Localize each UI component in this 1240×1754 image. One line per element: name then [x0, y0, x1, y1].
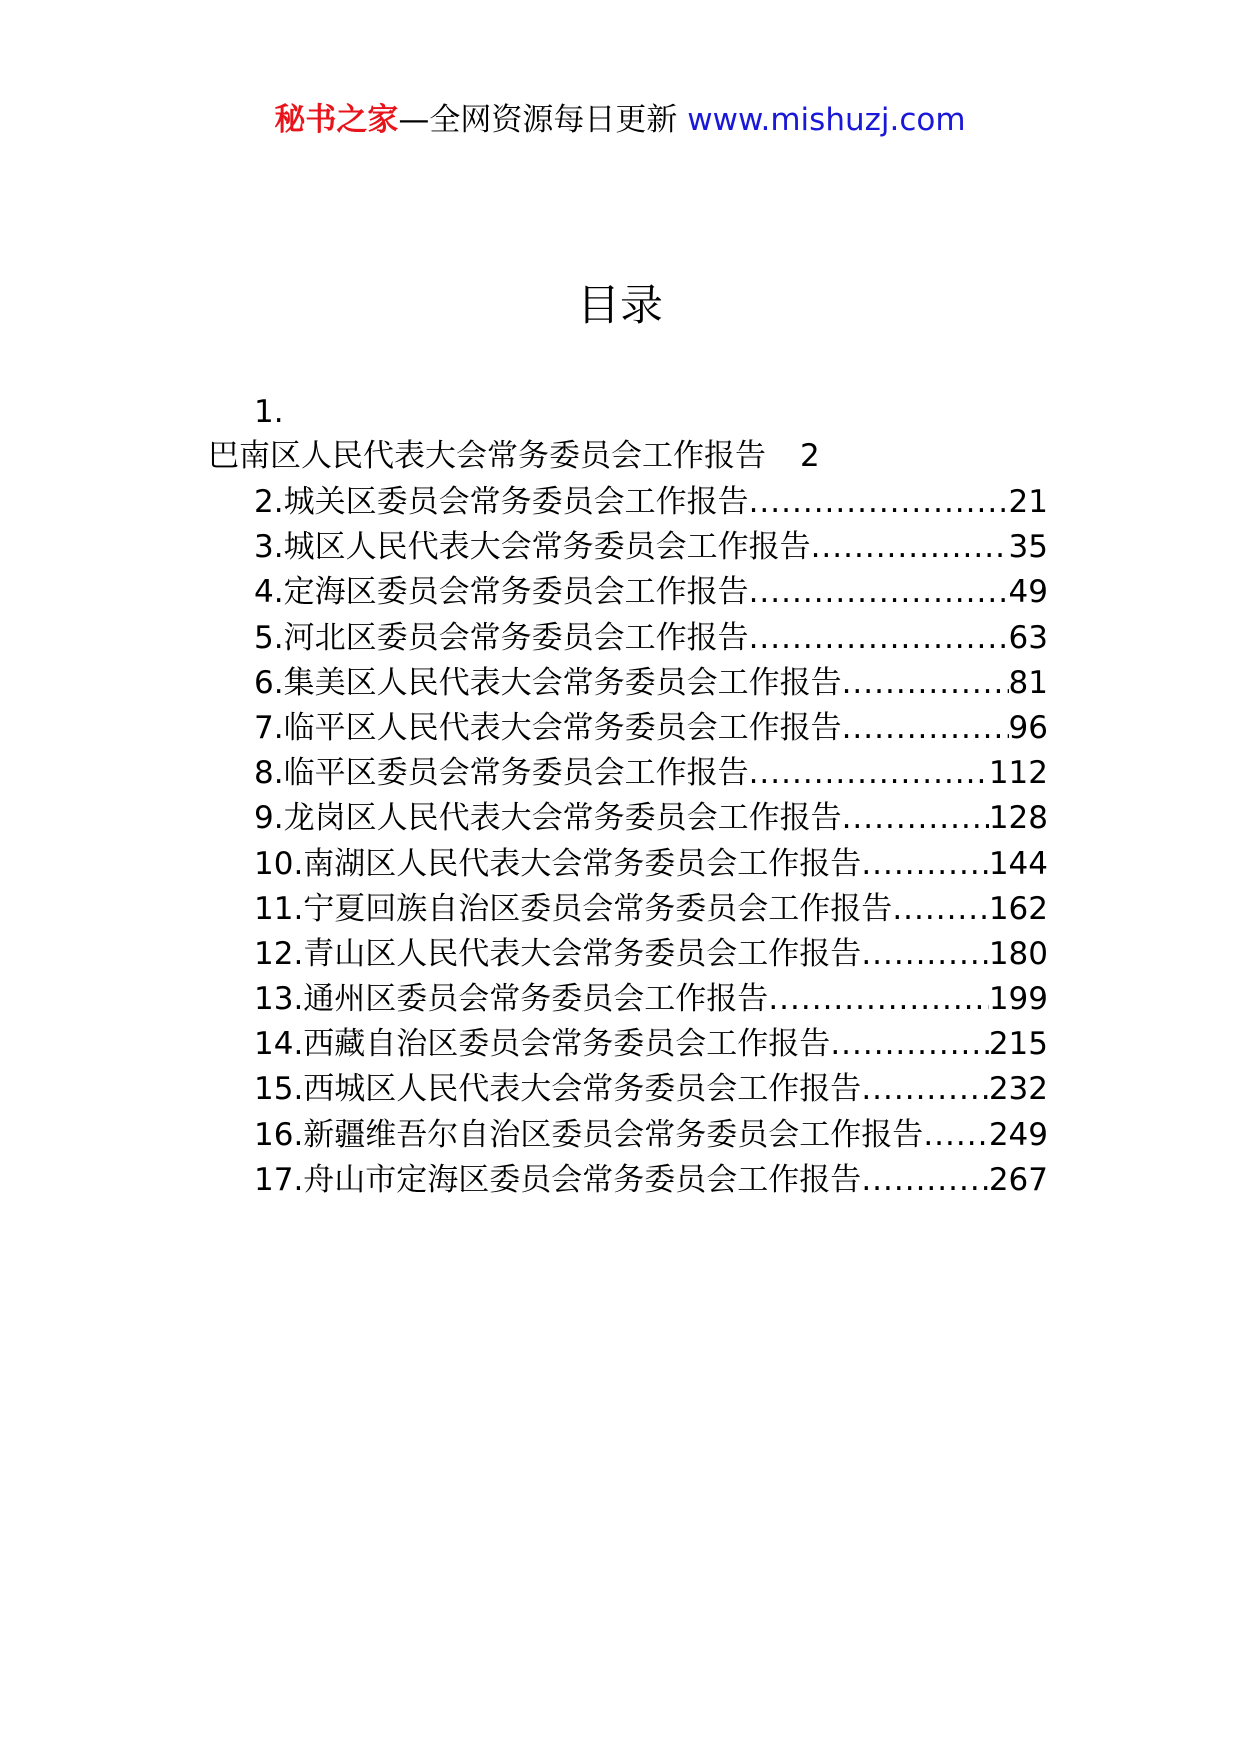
toc-entry[interactable] [254, 572, 1048, 617]
toc-entry[interactable] [254, 844, 1048, 889]
toc-entry[interactable] [254, 1160, 1048, 1205]
toc-entry-page: 63 [1008, 619, 1048, 656]
toc-entry-title: 7.临平区人民代表大会常务委员会工作报告 [254, 709, 842, 746]
toc-entry-title: 9.龙岗区人民代表大会常务委员会工作报告 [254, 800, 842, 837]
toc-entry-page: 215 [988, 1026, 1048, 1063]
toc-entry-title: 5.河北区委员会常务委员会工作报告 [254, 619, 749, 656]
toc-entry-page: 21 [1008, 484, 1048, 520]
toc-leader-dots [923, 1115, 989, 1155]
toc-entry-page: 128 [988, 800, 1048, 837]
toc-entry-page: 81 [1008, 664, 1048, 701]
toc-entry-title: 8.临平区委员会常务委员会工作报告 [254, 755, 749, 792]
toc-entry-title: 4.定海区委员会常务委员会工作报告 [254, 574, 749, 611]
toc-entry-page: 180 [988, 935, 1048, 972]
toc-leader-dots [749, 482, 1009, 522]
toc-leader-dots [892, 889, 989, 929]
toc-leader-dots [749, 572, 1009, 612]
toc-entry-list [254, 482, 1048, 1205]
toc-entry[interactable] [254, 482, 1048, 527]
toc-entry-page: 199 [988, 981, 1048, 1018]
toc-leader-dots [830, 1024, 989, 1064]
toc-leader-dots [768, 979, 989, 1019]
toc-entry[interactable] [254, 889, 1048, 934]
toc-leader-dots [861, 1069, 989, 1109]
toc-entry[interactable] [254, 708, 1048, 753]
toc-entry-title: 16.新疆维吾尔自治区委员会常务委员会工作报告 [254, 1116, 924, 1153]
toc-entry-page: 144 [988, 845, 1048, 882]
toc-entry-1[interactable] [208, 436, 820, 476]
toc-entry-title: 6.集美区人民代表大会常务委员会工作报告 [254, 664, 842, 701]
toc-entry-page: 249 [988, 1116, 1048, 1153]
site-url-link[interactable]: www.mishuzj.com [687, 102, 966, 138]
toc-leader-dots [811, 527, 1009, 567]
toc-entry[interactable] [254, 1115, 1048, 1160]
brand-name: 秘书之家 [274, 102, 399, 138]
toc-entry-title: 11.宁夏回族自治区委员会常务委员会工作报告 [254, 890, 893, 927]
page-header [0, 100, 1240, 140]
toc-entry[interactable] [254, 798, 1048, 843]
toc-entry-page: 162 [988, 890, 1048, 927]
toc-entry-page: 112 [988, 755, 1048, 792]
toc-entry-title: 10.南湖区人民代表大会常务委员会工作报告 [254, 845, 862, 882]
toc-entry-title: 13.通州区委员会常务委员会工作报告 [254, 981, 769, 1018]
toc-leader-dots [842, 798, 989, 838]
toc-entry-title: 3.城区人民代表大会常务委员会工作报告 [254, 529, 811, 566]
toc-entry-title: 2.城关区委员会常务委员会工作报告 [254, 484, 749, 520]
toc-entry-page: 232 [988, 1071, 1048, 1108]
toc-entry-page: 2 [800, 438, 820, 474]
toc-leader-dots [861, 844, 989, 884]
toc-entry-page: 35 [1008, 529, 1048, 566]
toc-entry[interactable] [254, 618, 1048, 663]
toc-entry[interactable] [254, 753, 1048, 798]
toc-entry[interactable] [254, 979, 1048, 1024]
toc-entry[interactable] [254, 527, 1048, 572]
toc-leader-dots [842, 708, 1009, 748]
toc-entry[interactable] [254, 1069, 1048, 1114]
toc-entry[interactable] [254, 663, 1048, 708]
toc-entry[interactable] [254, 1024, 1048, 1069]
toc-leader-dots [749, 618, 1009, 658]
toc-entry[interactable] [254, 934, 1048, 979]
toc-entry-title: 15.西城区人民代表大会常务委员会工作报告 [254, 1071, 862, 1108]
toc-leader-dots [749, 753, 989, 793]
toc-entry-title: 17.舟山市定海区委员会常务委员会工作报告 [254, 1161, 862, 1198]
toc-entry-title: 巴南区人民代表大会常务委员会工作报告 [208, 438, 766, 474]
page-title: 目录 [577, 281, 663, 331]
toc-entry-page: 267 [988, 1161, 1048, 1198]
toc-entry-page: 49 [1008, 574, 1048, 611]
toc-entry-title: 14.西藏自治区委员会常务委员会工作报告 [254, 1026, 831, 1063]
toc-leader-dots [861, 934, 989, 974]
toc-entry-page: 96 [1008, 709, 1048, 746]
toc-entry-title: 12.青山区人民代表大会常务委员会工作报告 [254, 935, 862, 972]
toc-leader-dots [861, 1160, 989, 1200]
header-tagline: —全网资源每日更新 [398, 102, 688, 138]
toc-first-number: 1. [254, 394, 284, 430]
toc-leader-dots [842, 663, 1009, 703]
